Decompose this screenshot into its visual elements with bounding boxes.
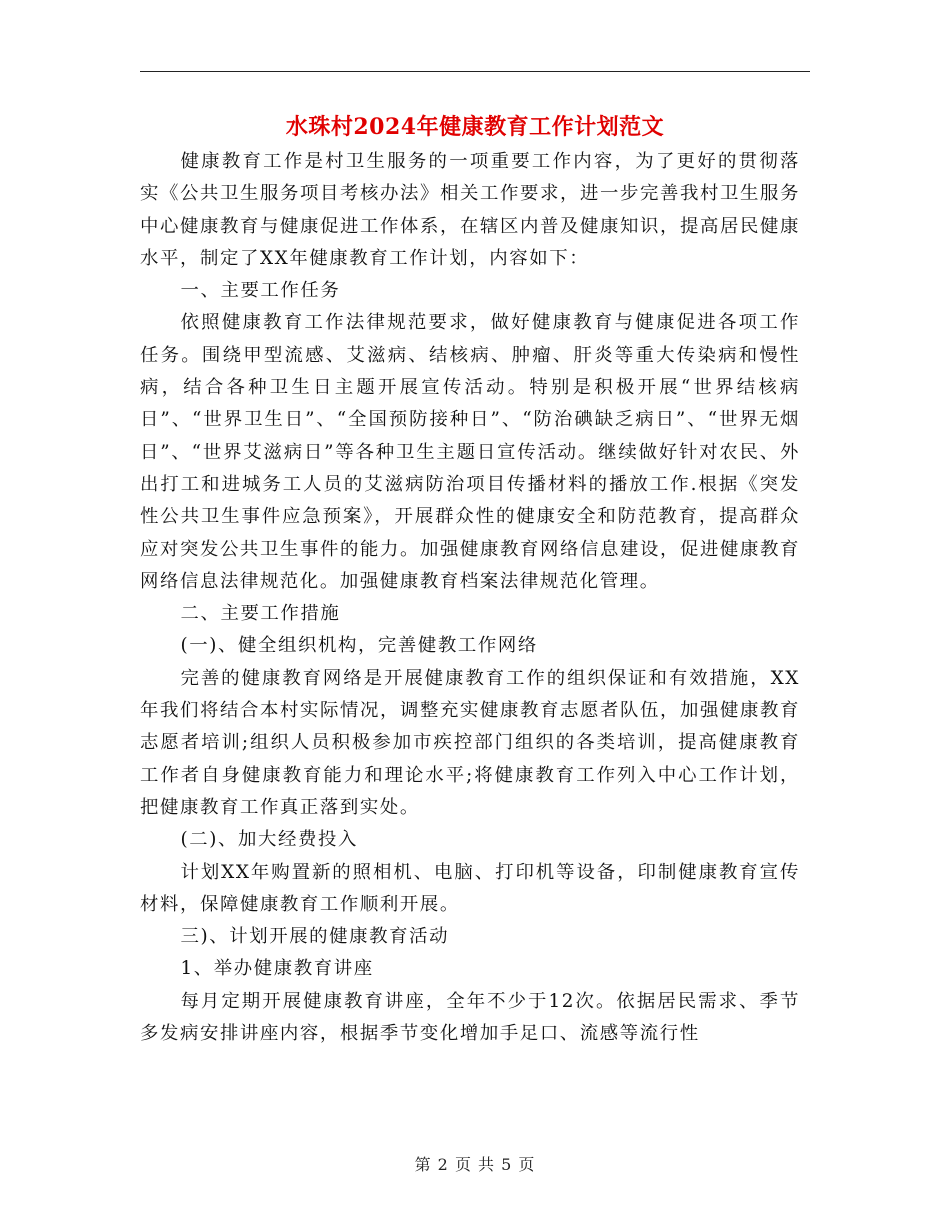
header-rule: [140, 71, 810, 72]
subheading-funding: (二)、加大经费投入: [180, 829, 358, 851]
item-lectures: 1、举办健康教育讲座: [180, 958, 374, 980]
paragraph-lectures: 每月定期开展健康教育讲座，全年不少于12次。依据居民需求、季节多发病安排讲座内容，根据季节变化增加手足口、流感等流行性: [140, 990, 800, 1045]
subheading-organization: (一)、健全组织机构，完善健教工作网络: [180, 635, 538, 657]
document-title: 水珠村2024年健康教育工作计划范文: [285, 114, 665, 140]
paragraph-intro: 健康教育工作是村卫生服务的一项重要工作内容，为了更好的贯彻落实《公共卫生服务项目考核办法》相关工作要求，进一步完善我村卫生服务中心健康教育与健康促进工作体系，在辖区内普及健康知识，提高居民健康水平，制定了XX年健康教育工作计划，内容如下：: [140, 151, 800, 269]
subheading-activities: 三)、计划开展的健康教育活动: [180, 926, 450, 948]
page-footer: 第 2 页 共 5 页: [414, 1155, 536, 1174]
heading-main-measures: 二、主要工作措施: [180, 603, 341, 625]
paragraph-funding: 计划XX年购置新的照相机、电脑、打印机等设备，印制健康教育宣传材料，保障健康教育工作顺利开展。: [140, 861, 800, 915]
paragraph-main-tasks: 依照健康教育工作法律规范要求，做好健康教育与健康促进各项工作任务。围绕甲型流感、艾滋病、结核病、肿瘤、肝炎等重大传染病和慢性病，结合各种卫生日主题开展宣传活动。特别是积极开展“世界结核病日”、“世界卫生日”、“全国预防接种日”、“防治碘缺乏病日”、“世界无烟日”、“世界艾滋病日”等各种卫生主题日宣传活动。继续做好针对农民、外出打工和进城务工人员的艾滋病防治项目传播材料的播放工作.根据《突发性公共卫生事件应急预案》，开展群众性的健康安全和防范教育，提高群众应对突发公共卫生事件的能力。加强健康教育网络信息建设，促进健康教育网络信息法律规范化。加强健康教育档案法律规范化管理。: [140, 312, 800, 592]
paragraph-organization: 完善的健康教育网络是开展健康教育工作的组织保证和有效措施，XX年我们将结合本村实际情况，调整充实健康教育志愿者队伍，加强健康教育志愿者培训;组织人员积极参加市疾控部门组织的各类培训，提高健康教育工作者自身健康教育能力和理论水平;将健康教育工作列入中心工作计划，把健康教育工作真正落到实处。: [140, 667, 800, 818]
document-body: [140, 146, 800, 1050]
heading-main-tasks: 一、主要工作任务: [180, 280, 341, 302]
